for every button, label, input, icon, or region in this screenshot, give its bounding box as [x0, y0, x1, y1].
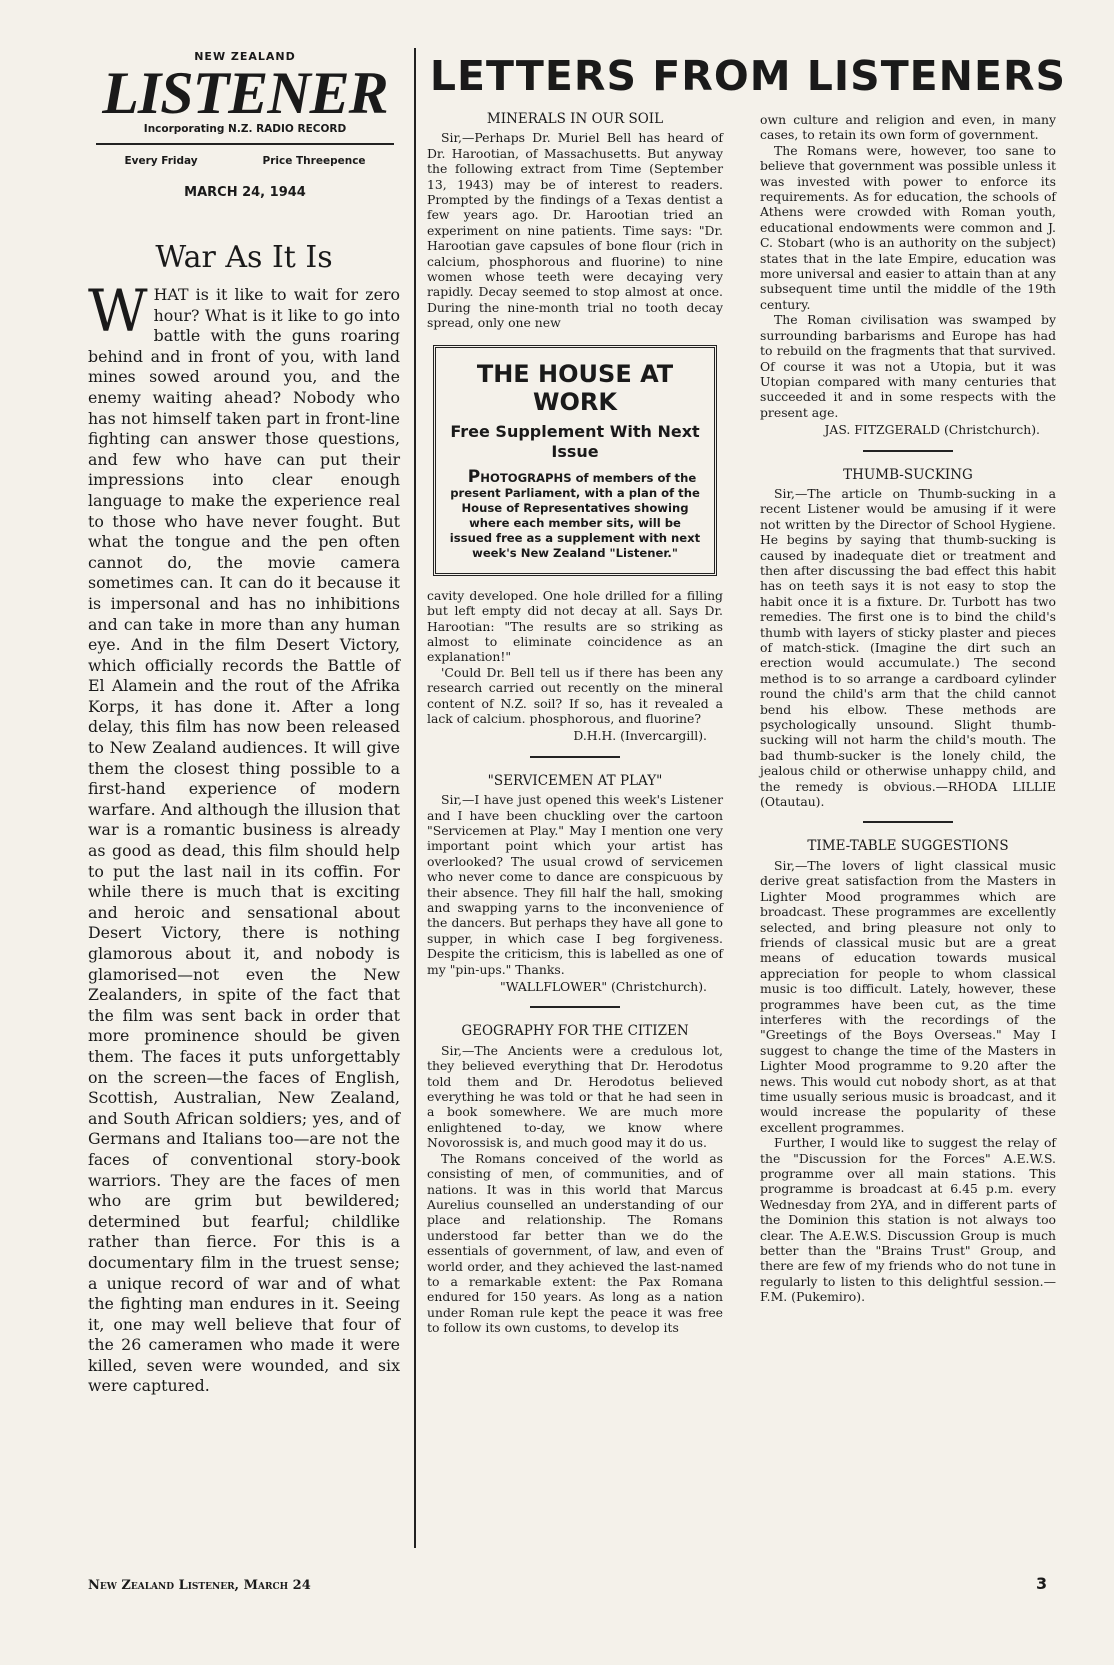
letter-paragraph: Sir,—The article on Thumb-sucking in a recent Listener would be amusing if it were not written by the Director of School Hygiene. He begins by saying that thumb-sucking is caused by inadequate diet or treatment and then after discussing the bad effect this habit has on teeth says it is not easy to stop the habit once it is a fixture. Dr. Turbott has two remedies. The first one is to bind the child's thumb with layers of sticky plaster and pieces of match-stick. (Imagine the dirt such an erection would accumulate.) The second method is to so arrange a cardboard cylinder round the child's arm that the child cannot bend his elbow. These methods are psychologically unsound. Slight thumb-sucking will not harm the child's mouth. The bad thumb-sucker is the lonely child, the jealous child or otherwise unhappy child, and the remedy is obvious.—RHODA LILLIE (Otautau).	[760, 485, 1056, 810]
editorial-title: War As It Is	[155, 240, 333, 275]
letter-heading-geography: GEOGRAPHY FOR THE CITIZEN	[461, 1023, 689, 1040]
letter-signature: JAS. FITZGERALD (Christchurch).	[824, 422, 1040, 438]
letter-paragraph: Sir,—I have just opened this week's Listener and I have been chuckling over the cartoon "Servicemen at Play." May I mention one very important point which your artist has overlooked? The usual crowd of servicemen who never come to dance are conspicuous by their absence. They fill half the hall, smoking and swapping yarns to the inconvenience of the dancers. But perhaps they have all gone to supper, in which case I beg forgiveness. Despite the criticism, this is labelled as one of my "pin-ups." Thanks.	[427, 792, 723, 977]
letter-paragraph: The Romans were, however, too sane to believe that government was possible unless it was invested with power to enforce its requirements. As for education, the schools of Athens were crowded with Roman youth, educational endowments were common and J. C. Stobart (who is an authority on the subject) states that in the late Empire, education was more universal and easier to attain than at any subsequent time until the middle of the 19th century.	[760, 142, 1056, 312]
notice-body: HOTOGRAPHS of members of the present Parliament, with a plan of the House of Representatives showing where each member sits, will be issued free as a supplement with next week's New Zealand "Listener."	[449, 470, 701, 560]
letter-heading-minerals: MINERALS IN OUR SOIL	[486, 111, 664, 127]
masthead-kicker: NEW ZEALAND	[194, 50, 296, 63]
section-rule	[530, 756, 620, 758]
section-rule	[863, 450, 953, 452]
masthead	[92, 50, 398, 200]
issue-date: MARCH 24, 1944	[184, 185, 306, 200]
letter-heading-servicemen: "SERVICEMEN AT PLAY"	[487, 772, 663, 789]
letter-heading-timetable: TIME-TABLE SUGGESTIONS	[807, 838, 1009, 855]
editorial-body	[88, 277, 400, 1397]
notice-text	[448, 466, 702, 561]
letter-paragraph: Sir,—Perhaps Dr. Muriel Bell has heard of Dr. Harootian, of Massachusetts. But anyway the following extract from Time (September 13, 1943) may be of interest to readers. Prompted by the findings of a Texas dentist a few years ago. Dr. Harootian tried an experiment on nine patients. Time says: "Dr. Harootian gave capsules of bone flour (rich in calcium, phosphorous and fluorine) to nine women whose teeth were decaying very rapidly. Decay seemed to stop almost at once. During the nine-month trial no tooth decay spread, only one new	[427, 130, 723, 331]
letter-heading-thumb: THUMB-SUCKING	[843, 466, 973, 483]
notice-title: THE HOUSE AT WORK	[476, 359, 674, 416]
letter-paragraph: cavity developed. One hole drilled for a filling but left empty did not decay at all. Says Dr. Harootian: "The results are so striking as almost to eliminate coincidence as an explanation!"	[427, 587, 723, 665]
notice-initial: P	[467, 466, 481, 487]
letter-paragraph: 'Could Dr. Bell tell us if there has been any research carried out recently on the mineral content of N.Z. soil? If so, has it revealed a lack of calcium. phosphorous, and fluorine?	[427, 664, 723, 726]
page-title: LETTERS FROM LISTENERS	[429, 52, 1067, 100]
masthead-frequency: Every Friday	[124, 155, 198, 167]
letter-paragraph: The Romans conceived of the world as consisting of men, of communities, and of nations. It was in this world that Marcus Aurelius counselled an understanding of our place and relationship. The Romans understood far better than we do the essentials of government, of law, and even of world order, and they achieved the last-named to a remarkable extent: the Pax Romana endured for 150 years. As long as a nation under Roman rule kept the peace it was free to follow its own customs, to develop its	[427, 1150, 723, 1336]
masthead-title: LISTENER	[102, 60, 388, 126]
editorial-text: HAT is it like to wait for zero hour? What is it like to go into battle with the guns roaring behind and in front of you, with land mines sowed around you, and the enemy waiting ahead? Nobody who has not himself taken part in front-line fighting can answer those questions, and few who have can put their impressions into clear enough language to make the experience real to those who have never fought. But what the tongue and the pen often cannot do, the movie camera sometimes can. It can do it because it is impersonal and has no inhibitions and can take in more than any human eye. And in the film Desert Victory, which officially records the Battle of El Alamein and the rout of the Afrika Korps, it has done it. After a long delay, this film has now been released to New Zealand audiences. It will give them the closest thing possible to a first-hand experience of modern warfare. And although the illusion that war is a romantic business is already as good as dead, this film should help to put the last nail in its coffin. For while there is much that is exciting and heroic and sensational about Desert Victory, there is nothing glamorous about it, and nobody is glamorised—not even the New Zealanders, in spite of the fact that the film was sent back in order that more prominence should be given them. The faces it puts unforgettably on the screen—the faces of English, Scottish, Australian, New Zealand, and South African soldiers; yes, and of Germans and Italians too—are not the faces of conventional story-book warriors. They are the faces of men who are grim but bewildered; determined but fearful; childlike rather than fierce. For this is a documentary film in the truest sense; a unique record of war and of what the fighting man endures in it. Seeing it, one may well believe that four of the 26 cameramen who made it were killed, seven were wounded, and six were captured.	[88, 285, 400, 1396]
section-rule	[530, 1006, 620, 1008]
editorial-dropcap: W	[88, 277, 148, 345]
masthead-incorporating: Incorporating N.Z. RADIO RECORD	[143, 123, 347, 135]
letter-paragraph: own culture and religion and even, in many cases, to retain its own form of government.	[760, 112, 1056, 143]
letters-column-right	[760, 112, 1056, 1305]
supplement-notice	[433, 345, 717, 576]
letter-signature: "WALLFLOWER" (Christchurch).	[500, 979, 707, 995]
letter-paragraph: Sir,—The Ancients were a credulous lot, they believed everything that Dr. Herodotus told them and Dr. Herodotus believed everything he was told or that he had seen in a book somewhere. We are much more enlightened to-day, we know where Novorossisk is, and much good may it do us.	[427, 1042, 723, 1151]
masthead-price: Price Threepence	[262, 155, 366, 167]
editorial	[88, 240, 400, 1397]
column-divider	[414, 48, 416, 1548]
letter-paragraph: Sir,—The lovers of light classical music derive great satisfaction from the Masters in Lighter Mood programmes which are broadcast. These programmes are excellently selected, and bring pleasure not only to friends of classical music but are a great means of education towards musical appreciation for people to whom classical music is too difficult. Lately, however, these programmes have been cut, as the time interferes with the recordings of the "Greetings of the Boys Overseas." May I suggest to change the time of the Masters in Lighter Mood programme to 9.20 after the news. This would cut nobody short, as at that time usually serious music is broadcast, and it would increase the popularity of these excellent programmes.	[760, 857, 1056, 1135]
masthead-info-row	[92, 155, 398, 167]
notice-subtitle: Free Supplement With Next Issue	[450, 421, 700, 461]
footer-publication: New Zealand Listener, March 24	[88, 1578, 311, 1593]
letters-column-middle	[427, 112, 723, 1336]
letter-signature: D.H.H. (Invercargill).	[573, 728, 707, 744]
letter-paragraph: The Roman civilisation was swamped by surrounding barbarisms and Europe has had to rebuild on the fragments that that survived. Of course it was not a Utopia, but it was Utopian compared with many centuries that succeeded it and in some respects with the present age.	[760, 312, 1056, 420]
section-rule	[863, 821, 953, 823]
masthead-divider	[96, 143, 394, 145]
page-number: 3	[1036, 1574, 1048, 1593]
letter-paragraph: Further, I would like to suggest the relay of the "Discussion for the Forces" A.E.W.S. programme over all main stations. This programme is broadcast at 6.45 p.m. every Wednesday from 2YA, and in different parts of the Dominion this station is not always too clear. The A.E.W.S. Discussion Group is much better than the "Brains Trust" Group, and there are few of my friends who do not tune in regularly to listen to this delightful session.—F.M. (Pukemiro).	[760, 1135, 1056, 1305]
